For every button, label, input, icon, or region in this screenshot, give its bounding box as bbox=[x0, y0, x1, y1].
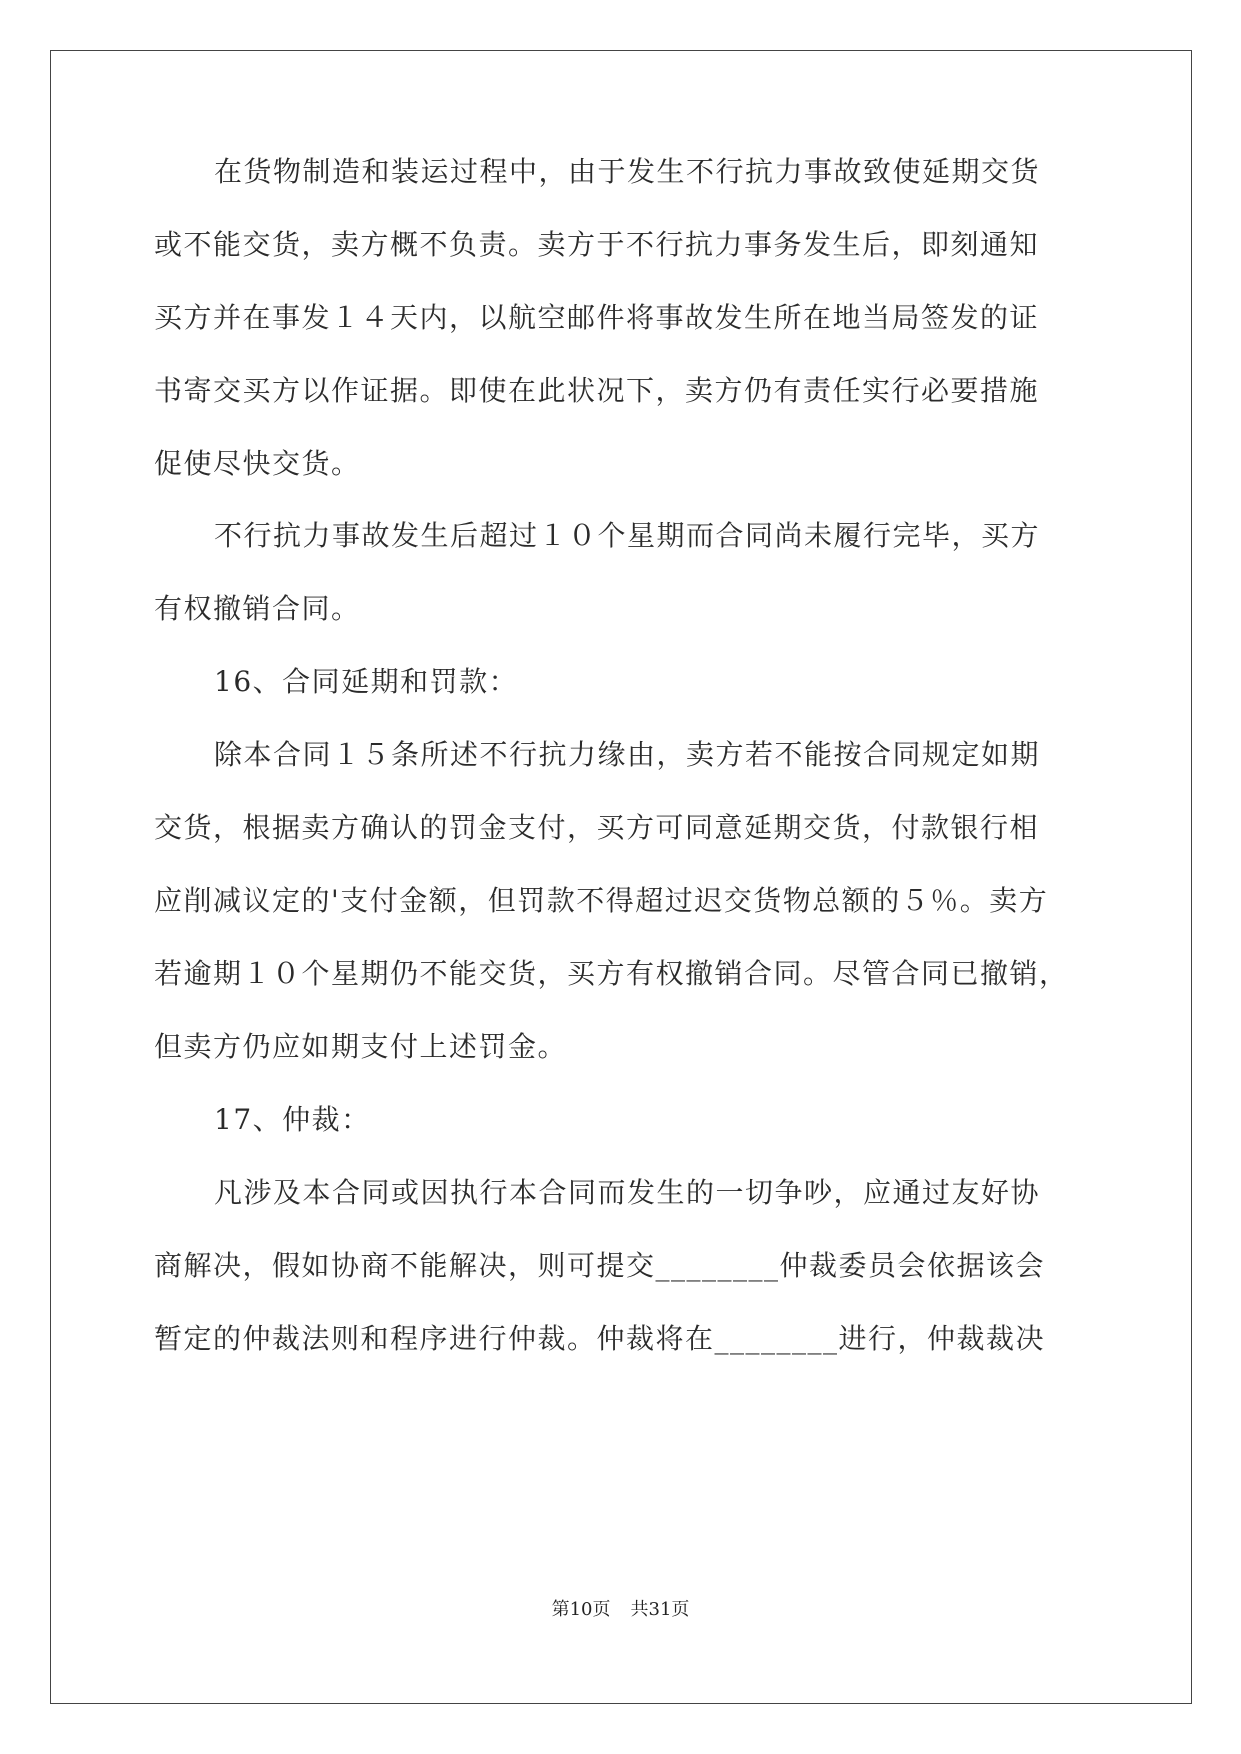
paragraph-line: 有权撤销合同。 bbox=[154, 592, 361, 625]
section-heading: 17、仲裁： bbox=[214, 1103, 371, 1136]
paragraph-line: 但卖方仍应如期支付上述罚金。 bbox=[154, 1030, 568, 1063]
paragraph-line: 买方并在事发１４天内，以航空邮件将事故发生所在地当局签发的证 bbox=[154, 301, 1040, 334]
paragraph-line: 不行抗力事故发生后超过１０个星期而合同尚未履行完毕，买方 bbox=[214, 519, 1041, 552]
paragraph-line: 若逾期１０个星期仍不能交货，买方有权撤销合同。尽管合同已撤销， bbox=[154, 957, 1069, 990]
paragraph-line: 暂定的仲裁法则和程序进行仲裁。仲裁将在________进行，仲裁裁决 bbox=[154, 1322, 1046, 1355]
paragraph-line: 除本合同１５条所述不行抗力缘由，卖方若不能按合同规定如期 bbox=[214, 738, 1041, 771]
paragraph-line: 交货，根据卖方确认的罚金支付，买方可同意延期交货，付款银行相 bbox=[154, 811, 1040, 844]
paragraph-line: 在货物制造和装运过程中，由于发生不行抗力事故致使延期交货 bbox=[214, 155, 1041, 188]
paragraph-line: 书寄交买方以作证据。即使在此状况下，卖方仍有责任实行必要措施 bbox=[154, 374, 1040, 407]
paragraph-line: 应削减议定的'支付金额，但罚款不得超过迟交货物总额的５％。卖方 bbox=[154, 884, 1049, 917]
paragraph-line: 促使尽快交货。 bbox=[154, 447, 361, 480]
page-footer bbox=[0, 1598, 1241, 1622]
page-number-total: 共31页 bbox=[630, 1599, 690, 1620]
paragraph-line: 商解决，假如协商不能解决，则可提交________仲裁委员会依据该会 bbox=[154, 1249, 1046, 1282]
section-heading: 16、合同延期和罚款： bbox=[214, 665, 519, 698]
paragraph-line: 或不能交货，卖方概不负责。卖方于不行抗力事务发生后，即刻通知 bbox=[154, 228, 1040, 261]
paragraph-line: 凡涉及本合同或因执行本合同而发生的一切争吵，应通过友好协 bbox=[214, 1176, 1041, 1209]
page-number-current: 第10页 bbox=[551, 1599, 611, 1620]
